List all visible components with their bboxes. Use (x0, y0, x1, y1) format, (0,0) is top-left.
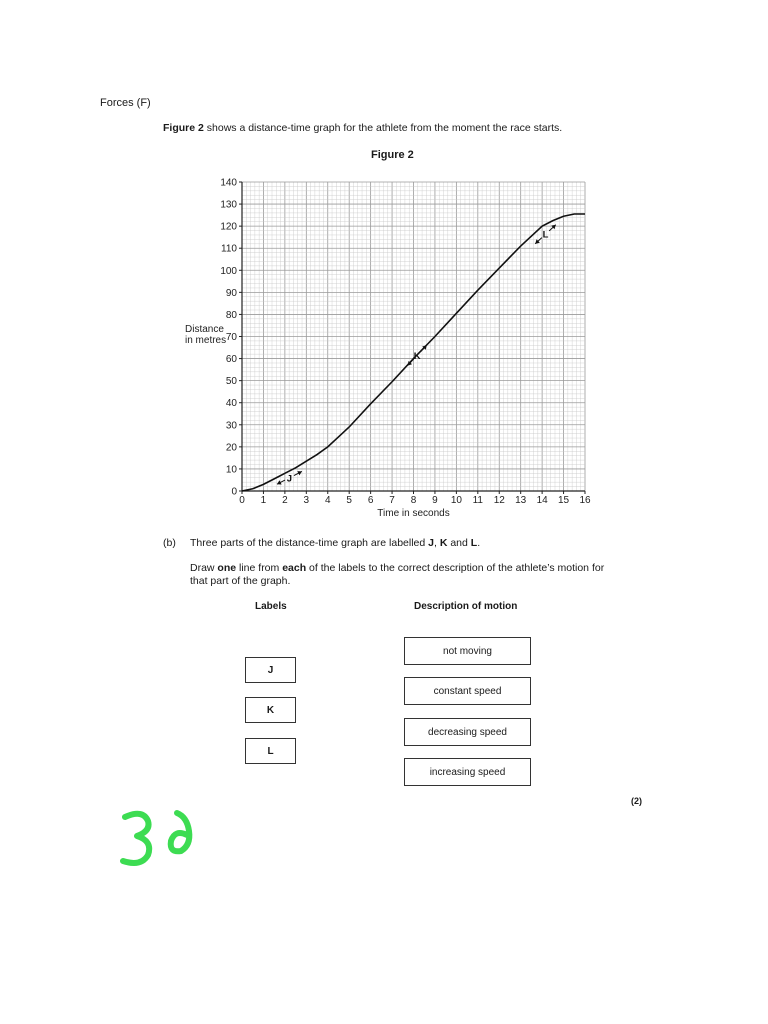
desc-box-decreasing-speed[interactable]: decreasing speed (404, 718, 531, 746)
label-box-j[interactable]: J (245, 657, 296, 683)
y-tick-label: 40 (225, 398, 237, 410)
x-tick-label: 0 (239, 495, 245, 506)
y-tick-label: 50 (225, 376, 237, 388)
x-tick-label: 3 (303, 495, 310, 506)
desc-box-constant-speed[interactable]: constant speed (404, 677, 531, 705)
y-tick-label: 60 (225, 354, 237, 366)
desc-box-increasing-speed[interactable]: increasing speed (404, 758, 531, 786)
question-part: (b) (163, 537, 176, 549)
handwritten-score (115, 805, 205, 875)
x-tick-label: 9 (432, 495, 438, 506)
y-tick-label: 120 (220, 221, 237, 233)
x-tick-label: 13 (515, 495, 527, 506)
y-tick-label: 80 (225, 309, 237, 321)
x-tick-label: 1 (260, 495, 267, 506)
description-heading: Description of motion (414, 601, 518, 612)
annotation-label-j: J (286, 473, 293, 485)
y-tick-label: 140 (220, 177, 237, 189)
annotation-label-k: K (413, 350, 421, 362)
label-box-l[interactable]: L (245, 738, 296, 764)
distance-time-chart (180, 175, 600, 520)
label-box-k[interactable]: K (245, 697, 296, 723)
instruction-text: Draw one line from each of the labels to the correct description of the athlete’s motion for that part of the graph. (190, 562, 605, 587)
y-tick-label: 70 (225, 332, 237, 343)
question-text: Three parts of the distance-time graph are labelled J, K and L. (190, 537, 481, 549)
labels-heading: Labels (255, 601, 287, 612)
x-tick-label: 5 (346, 495, 352, 506)
intro-text (163, 122, 562, 134)
x-tick-label: 15 (558, 495, 570, 506)
x-tick-label: 7 (389, 495, 395, 506)
y-tick-label: 130 (220, 199, 237, 211)
x-tick-label: 10 (450, 495, 462, 506)
x-tick-label: 8 (410, 495, 417, 506)
x-tick-label: 2 (282, 495, 288, 506)
y-tick-label: 30 (225, 420, 237, 432)
x-tick-label: 6 (367, 495, 374, 506)
y-tick-label: 100 (220, 265, 237, 277)
y-tick-label: 10 (225, 464, 237, 476)
x-tick-label: 14 (536, 495, 548, 506)
x-tick-label: 12 (493, 495, 505, 506)
marks-indicator: (2) (631, 796, 642, 806)
desc-box-not-moving[interactable]: not moving (404, 637, 531, 665)
figure-title: Figure 2 (371, 149, 414, 161)
y-tick-label: 20 (225, 442, 237, 454)
y-tick-label: 90 (225, 287, 237, 299)
annotation-label-l: L (542, 229, 549, 241)
x-tick-label: 4 (324, 495, 331, 506)
x-axis-label: Time in seconds (377, 508, 450, 519)
figure-ref: Figure 2 (163, 122, 204, 134)
x-tick-label: 11 (472, 495, 484, 506)
x-tick-label: 16 (579, 495, 591, 506)
section-header: Forces (F) (100, 97, 151, 109)
y-tick-label: 0 (231, 486, 237, 498)
y-axis-label: Distance (185, 324, 224, 335)
intro-body: shows a distance-time graph for the athlete from the moment the race starts. (203, 122, 563, 134)
y-tick-label: 110 (221, 243, 237, 255)
y-axis-label: in metres (185, 335, 227, 346)
